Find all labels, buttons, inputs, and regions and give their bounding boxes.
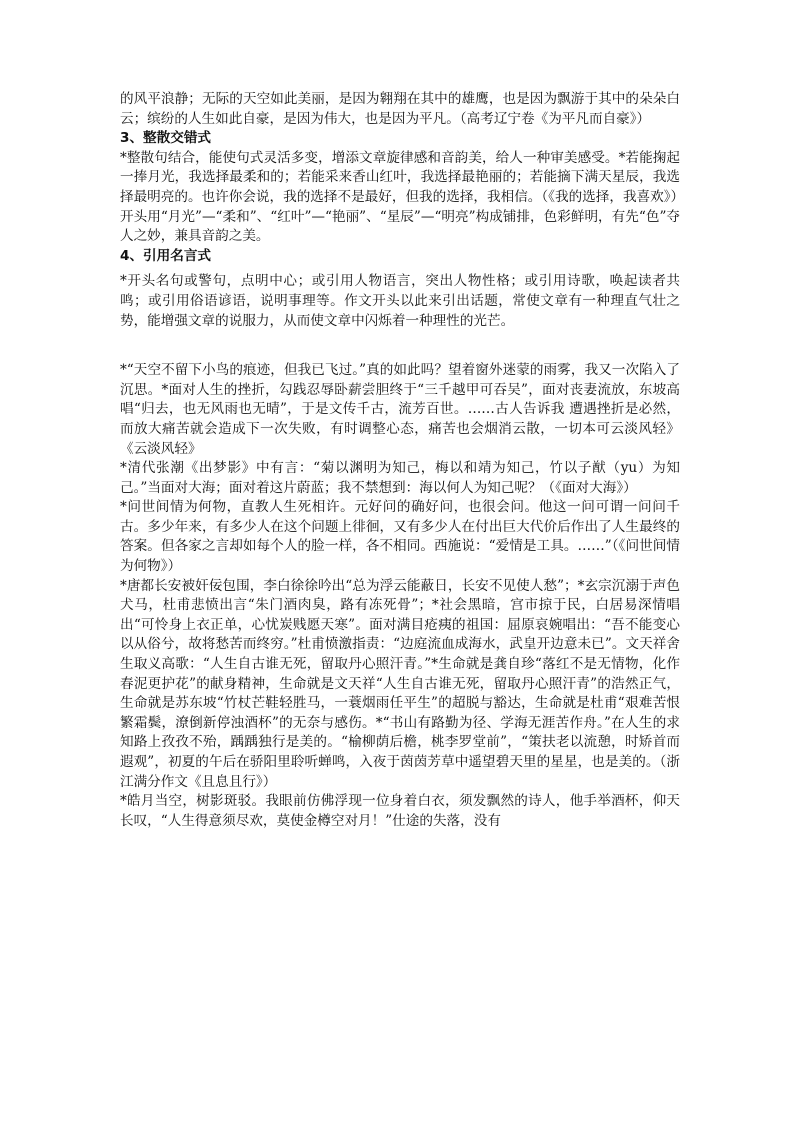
section-heading-4: 4、引用名言式 <box>120 247 212 264</box>
paragraph-example-sea: *清代张潮《出梦影》中有言：“菊以渊明为知己，梅以和靖为知己，竹以子猷（yu）为知己。”当面对大海；面对着这片蔚蓝；我不禁想到：海以何人为知己呢？（《面对大海》） <box>120 460 680 496</box>
section-heading-3: 3、整散交错式 <box>120 130 212 147</box>
paragraph-example-poets: *唐都长安被奸佞包围，李白徐徐吟出“总为浮云能蔽日，长安不见使人愁”；*玄宗沉溺于声色犬马，杜甫悲愤出言“朱门酒肉臭，路有冻死骨”；*社会黑暗，宫市掠于民，白居易深情唱出“可怜身上衣正单，心忧炭贱愿天寒”。面对满目疮痍的祖国：屈原哀婉唱出：“吾不能变心以从俗兮，故将愁苦而终穷。”杜甫愤激指责：“边庭流血成海水，武皇开边意未已”。文天祥舍生取义高歌：“人生自古谁无死，留取丹心照汗青。”*生命就是龚自珍“落红不是无情物，化作春泥更护花”的献身精神，生命就是文天祥“人生自古谁无死，留取丹心照汗青”的浩然正气，生命就是苏东坡“竹杖芒鞋轻胜马，一蓑烟雨任平生”的超脱与豁达，生命就是杜甫“艰难苦恨繁霜鬓，潦倒新停浊酒杯”的无奈与感伤。*“书山有路勤为径、学海无涯苦作舟。”在人生的求知路上孜孜不殆，踽踽独行是美的。“榆柳荫后檐，桃李罗堂前”，“策扶老以流憩，时矫首而遐观”，初夏的午后在骄阳里聆听蝉鸣，入夜于茵茵芳草中遥望碧天里的星星，也是美的。（浙江满分作文《且息且行》） <box>120 577 680 790</box>
paragraph-parallel-explanation: 开头用“月光”—“柔和”、“红叶”—“艳丽”、“星辰”—“明亮”构成铺排，色彩鲜明，有先“色”夺人之妙，兼具音韵之美。 <box>120 208 680 245</box>
paragraph-parallel-sentences: *整散句结合，能使句式灵活多变，增添文章旋律感和音韵美，给人一种审美感受。*若能掬起一捧月光，我选择最柔和的；若能采来香山红叶，我选择最艳丽的；若能摘下满天星辰，我选择最明亮的。也许你会说，我的选择不是最好，但我的选择，我相信。（《我的选择，我喜欢》） <box>120 149 685 205</box>
paragraph-example-love: *问世间情为何物，直教人生死相许。元好问的确好问，也很会问。他这一问可谓一问问千古。多少年来，有多少人在这个问题上徘徊，又有多少人在付出巨大代价后作出了人生最终的答案。但各家之言却如每个人的脸一样，各不相同。西施说：“爱情是工具。……”（《问世间情为何物》） <box>120 499 680 575</box>
document-page <box>120 90 685 831</box>
paragraph-example-bird: *“天空不留下小鸟的痕迹，但我已飞过。”真的如此吗？望着窗外迷蒙的雨雾，我又一次陷入了沉思。*面对人生的挫折，勾践忍辱卧薪尝胆终于“三千越甲可吞吴”，面对丧妻流放，东坡高唱“归去，也无风雨也无晴”，于是文传千古，流芳百世。……古人告诉我 遭遇挫折是必然，而放大痛苦就会造成下一次失败，有时调整心态，痛苦也会烟消云散，一切本可云淡风轻》《云淡风轻》 <box>120 362 680 457</box>
paragraph-example-moon: *皓月当空，树影斑驳。我眼前仿佛浮现一位身着白衣，须发飘然的诗人，他手举酒杯，仰天长叹，“人生得意须尽欢，莫使金樽空对月！”仕途的失落，没有 <box>120 793 680 829</box>
paragraph-opening-continued: 的风平浪静；无际的天空如此美丽，是因为翱翔在其中的雄鹰，也是因为飘游于其中的朵朵白云；缤纷的人生如此自豪，是因为伟大，也是因为平凡。（高考辽宁卷《为平凡而自豪》） <box>120 91 680 127</box>
spacer <box>120 331 680 361</box>
paragraph-quotation-intro: *开头名句或警句，点明中心；或引用人物语言，突出人物性格；或引用诗歌，唤起读者共鸣；或引用俗语谚语，说明事理等。作文开头以此来引出话题，常使文章有一种理直气壮之势，能增强文章的说服力，从而使文章中闪烁着一种理性的光芒。 <box>120 273 680 329</box>
